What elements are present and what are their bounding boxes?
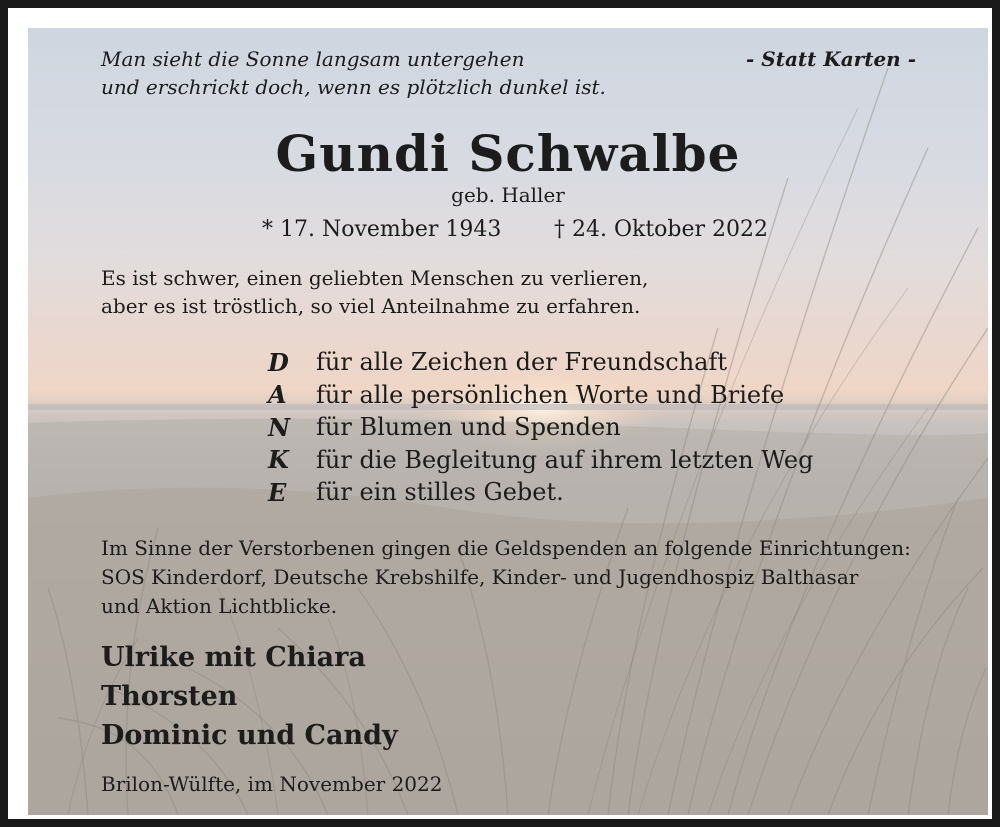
danke-row bbox=[268, 346, 813, 379]
family-signatures bbox=[101, 638, 398, 755]
danke-text: für die Begleitung auf ihrem letzten Weg bbox=[316, 445, 814, 474]
statt-karten-label: - Statt Karten - bbox=[746, 47, 916, 71]
danke-letter: A bbox=[268, 380, 287, 410]
danke-text: für ein stilles Gebet. bbox=[316, 478, 564, 507]
donation-line: Im Sinne der Verstorbenen gingen die Geldspenden an folgende Einrichtungen: bbox=[101, 536, 911, 560]
donation-line: und Aktion Lichtblicke. bbox=[101, 594, 338, 618]
notice-frame bbox=[8, 8, 992, 819]
maiden-name: geb. Haller bbox=[451, 183, 565, 207]
death-date: † 24. Oktober 2022 bbox=[554, 217, 769, 242]
danke-text: für alle persönlichen Worte und Briefe bbox=[316, 380, 785, 409]
motto-line: und erschrickt doch, wenn es plötzlich dunkel ist. bbox=[101, 75, 606, 99]
intro-text bbox=[101, 264, 648, 320]
danke-row bbox=[268, 379, 813, 412]
place-and-date: Brilon-Wülfte, im November 2022 bbox=[101, 772, 443, 796]
danke-row bbox=[268, 411, 813, 444]
birth-date: * 17. November 1943 bbox=[262, 217, 502, 242]
danke-letter: N bbox=[268, 412, 290, 442]
danke-letter: D bbox=[268, 347, 289, 377]
danke-acrostic bbox=[268, 346, 813, 509]
danke-letter: E bbox=[268, 477, 287, 507]
donation-text bbox=[101, 534, 911, 621]
motto-line: Man sieht die Sonne langsam untergehen bbox=[101, 47, 525, 71]
intro-line: aber es ist tröstlich, so viel Anteilnahme zu erfahren. bbox=[101, 294, 641, 318]
family-member: Dominic und Candy bbox=[101, 720, 398, 751]
danke-letter: K bbox=[268, 445, 289, 475]
motto bbox=[101, 45, 606, 101]
danke-row bbox=[268, 444, 813, 477]
danke-text: für Blumen und Spenden bbox=[316, 413, 621, 442]
danke-text: für alle Zeichen der Freundschaft bbox=[316, 348, 727, 377]
danke-row bbox=[268, 476, 813, 509]
donation-line: SOS Kinderdorf, Deutsche Krebshilfe, Kinder- und Jugendhospiz Balthasar bbox=[101, 565, 859, 589]
family-member: Ulrike mit Chiara bbox=[101, 642, 366, 673]
deceased-name: Gundi Schwalbe bbox=[275, 124, 741, 183]
intro-line: Es ist schwer, einen geliebten Menschen zu verlieren, bbox=[101, 266, 649, 290]
obituary-card bbox=[28, 28, 988, 815]
family-member: Thorsten bbox=[101, 681, 238, 712]
